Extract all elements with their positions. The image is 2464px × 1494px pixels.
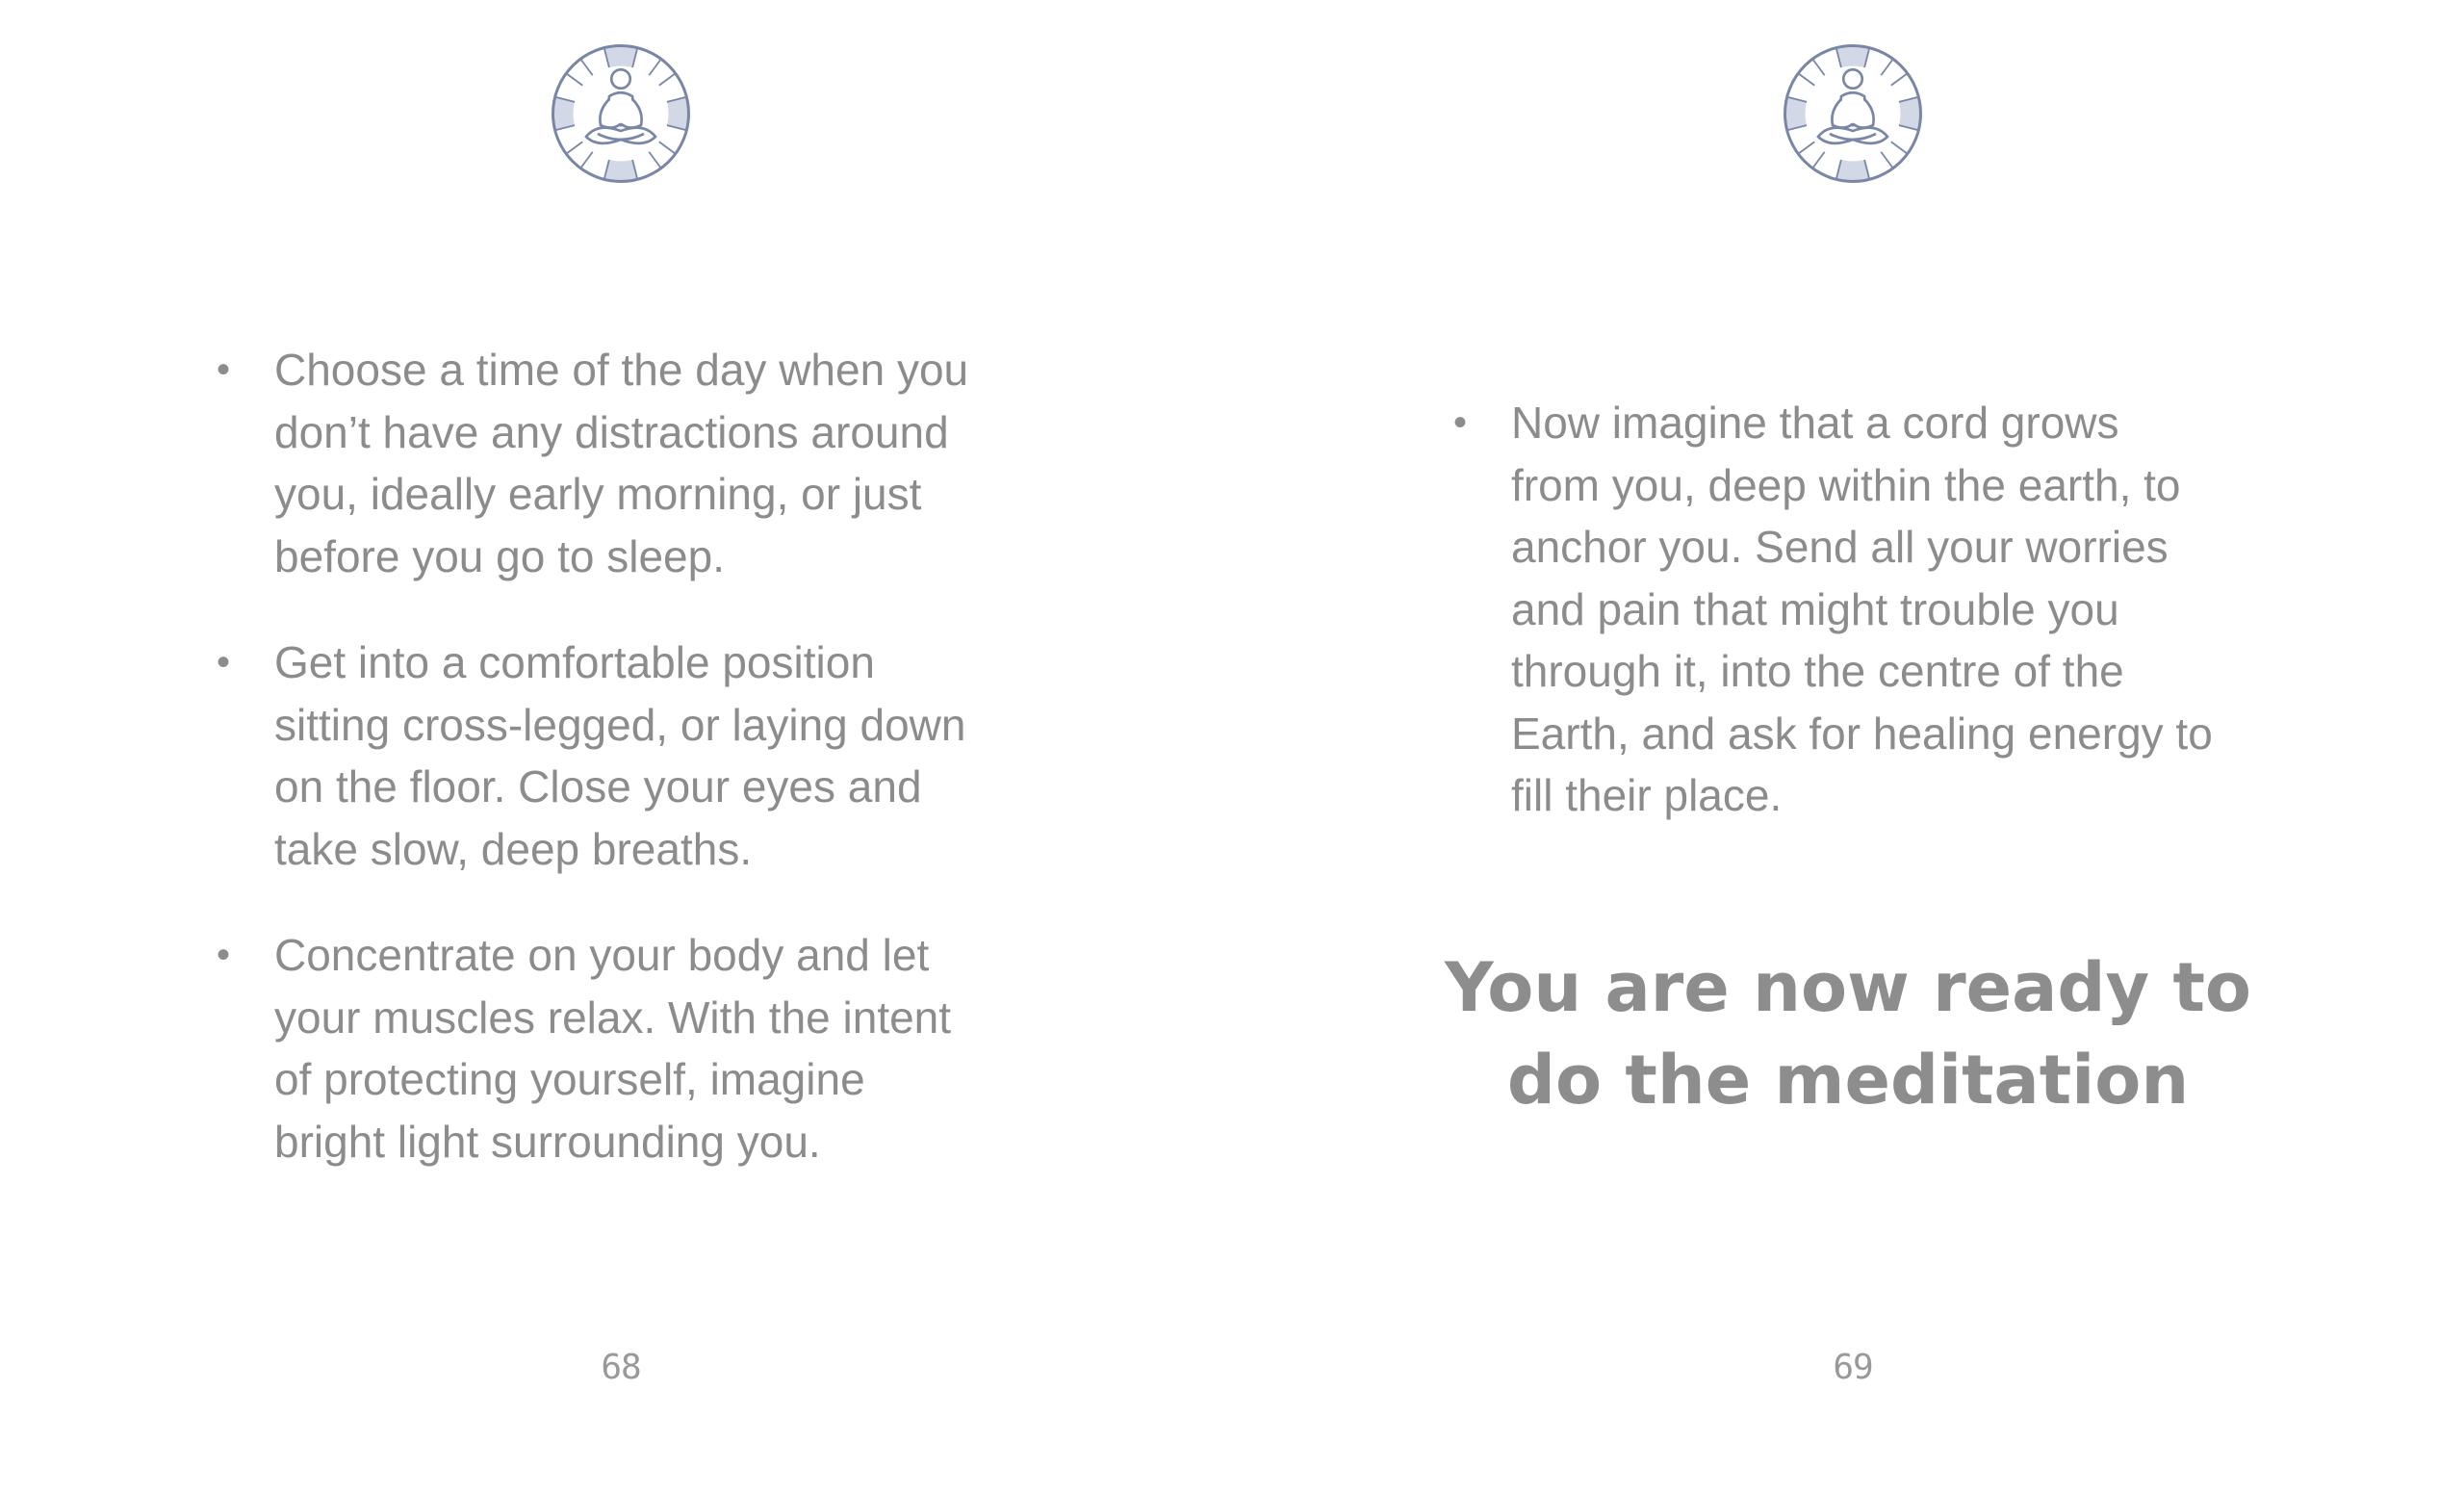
instruction-list xyxy=(217,339,1044,1217)
ready-heading: You are now ready to do the meditation xyxy=(1444,948,2252,1120)
bullet-marker: • xyxy=(217,934,231,976)
list-item xyxy=(1453,392,2281,827)
list-item xyxy=(217,631,1044,880)
instruction-list xyxy=(1453,392,2281,871)
meditation-figure-icon xyxy=(549,41,693,186)
bullet-text: Concentrate on your body and let your muscles relax. With the intent of protecting yourself, imagine bright light surrounding you. xyxy=(274,930,952,1167)
list-item xyxy=(217,924,1044,1172)
list-item xyxy=(217,339,1044,587)
bullet-marker: • xyxy=(217,641,231,683)
meditation-figure-icon xyxy=(1781,41,1925,186)
bullet-text: Now imagine that a cord grows from you, deep within the earth, to anchor you. Send all your worries and pain that might trouble you through it, into the centre of the Earth, and ask for healing energy to fill their place. xyxy=(1511,398,2213,820)
bullet-marker: • xyxy=(217,348,231,391)
bullet-text: Choose a time of the day when you don’t have any distractions around you, ideally early morning, or just before you go to sleep. xyxy=(274,345,969,581)
bullet-text: Get into a comfortable position sitting cross-legged, or laying down on the floor. Close your eyes and take slow, deep breaths. xyxy=(274,637,966,874)
page-number: 69 xyxy=(1833,1348,1873,1387)
right-page xyxy=(1232,0,2464,1494)
bullet-marker: • xyxy=(1453,401,1468,444)
page-number: 68 xyxy=(601,1348,641,1387)
